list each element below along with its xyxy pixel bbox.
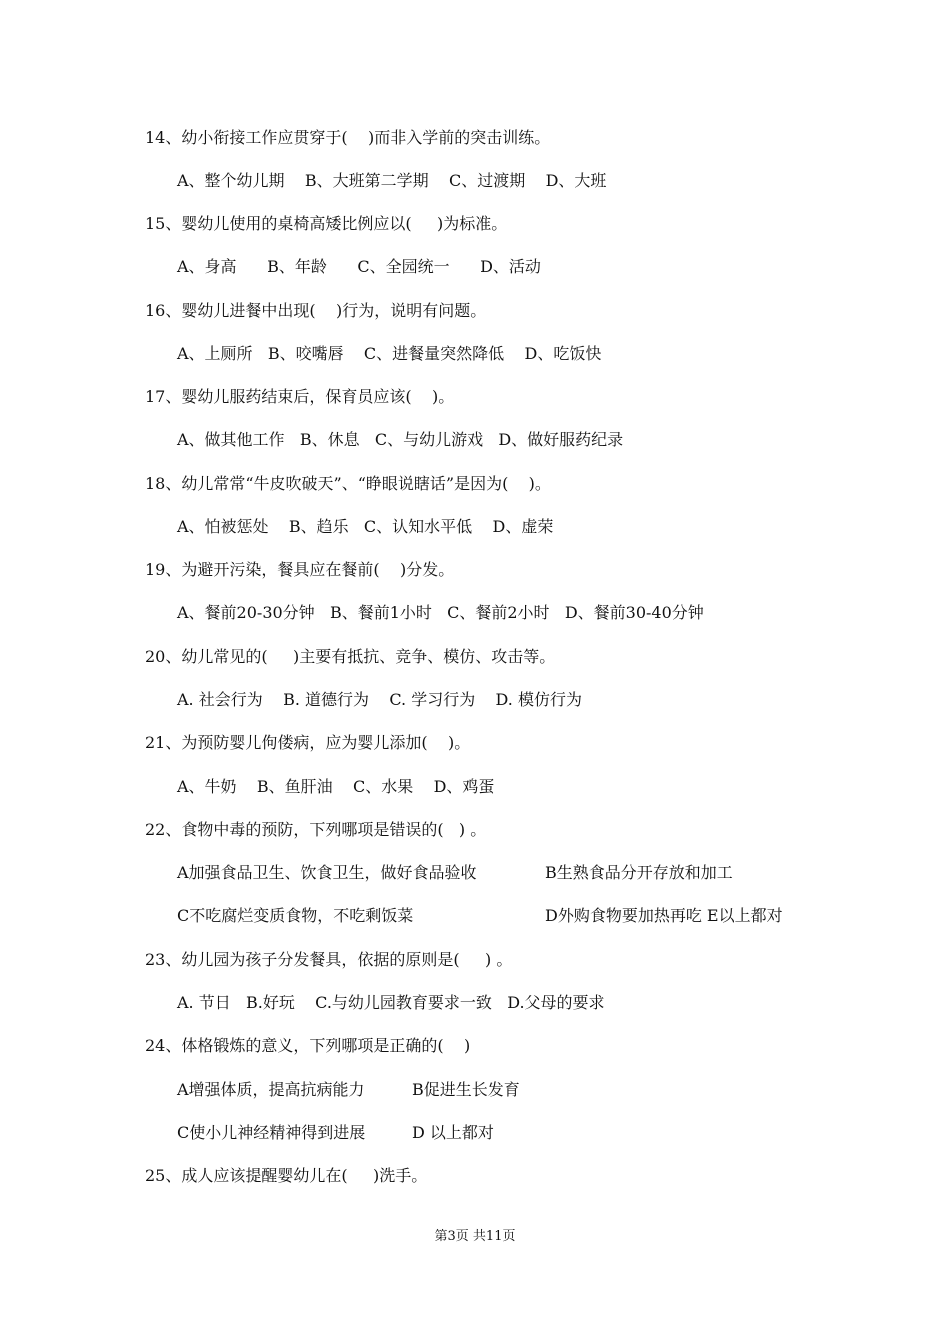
options-22-row-1	[0, 861, 950, 885]
question-18: 18、幼儿常常“牛皮吹破天”、“睁眼说瞎话”是因为( )。	[145, 474, 551, 493]
options-24-row-1	[0, 1078, 950, 1102]
question-17: 17、婴幼儿服药结束后，保育员应该( )。	[145, 387, 455, 406]
option-24-c: C使小儿神经精神得到进展	[177, 1123, 366, 1142]
question-25: 25、成人应该提醒婴幼儿在( )洗手。	[145, 1166, 428, 1185]
option-24-d: D 以上都对	[412, 1123, 494, 1142]
options-18: A、怕被惩处 B、趋乐 C、认知水平低 D、虚荣	[177, 517, 554, 536]
options-23: A. 节日 B.好玩 C.与幼儿园教育要求一致 D.父母的要求	[177, 993, 605, 1012]
option-22-de: D外购食物要加热再吃 E以上都对	[545, 906, 783, 925]
question-20: 20、幼儿常见的( )主要有抵抗、竞争、模仿、攻击等。	[145, 647, 556, 666]
option-24-b: B促进生长发育	[412, 1080, 520, 1099]
question-23: 23、幼儿园为孩子分发餐具，依据的原则是( ) 。	[145, 950, 513, 969]
page-footer: 第3页 共11页	[434, 1229, 516, 1244]
options-20: A. 社会行为 B. 道德行为 C. 学习行为 D. 模仿行为	[177, 690, 582, 709]
option-22-b: B生熟食品分开存放和加工	[545, 863, 733, 882]
option-24-a: A增强体质，提高抗病能力	[177, 1080, 365, 1099]
question-15: 15、婴幼儿使用的桌椅高矮比例应以( )为标准。	[145, 214, 508, 233]
options-15: A、身高 B、年龄 C、全园统一 D、活动	[177, 257, 541, 276]
options-21: A、牛奶 B、鱼肝油 C、水果 D、鸡蛋	[177, 777, 495, 796]
options-24-row-2	[0, 1121, 950, 1145]
question-14: 14、幼小衔接工作应贯穿于( )而非入学前的突击训练。	[145, 128, 551, 147]
question-19: 19、为避开污染，餐具应在餐前( )分发。	[145, 560, 455, 579]
options-16: A、上厕所 B、咬嘴唇 C、进餐量突然降低 D、吃饭快	[177, 344, 602, 363]
question-16: 16、婴幼儿进餐中出现( )行为，说明有问题。	[145, 301, 487, 320]
question-24: 24、体格锻炼的意义，下列哪项是正确的( )	[145, 1036, 471, 1055]
options-19: A、餐前20-30分钟 B、餐前1小时 C、餐前2小时 D、餐前30-40分钟	[177, 603, 704, 622]
question-22: 22、食物中毒的预防，下列哪项是错误的( ) 。	[145, 820, 487, 839]
options-14: A、整个幼儿期 B、大班第二学期 C、过渡期 D、大班	[177, 171, 607, 190]
options-17: A、做其他工作 B、休息 C、与幼儿游戏 D、做好服药纪录	[177, 430, 624, 449]
question-21: 21、为预防婴儿佝偻病，应为婴儿添加( )。	[145, 733, 471, 752]
option-22-a: A加强食品卫生、饮食卫生，做好食品验收	[177, 863, 477, 882]
options-22-row-2	[0, 904, 950, 928]
option-22-c: C不吃腐烂变质食物，不吃剩饭菜	[177, 906, 414, 925]
